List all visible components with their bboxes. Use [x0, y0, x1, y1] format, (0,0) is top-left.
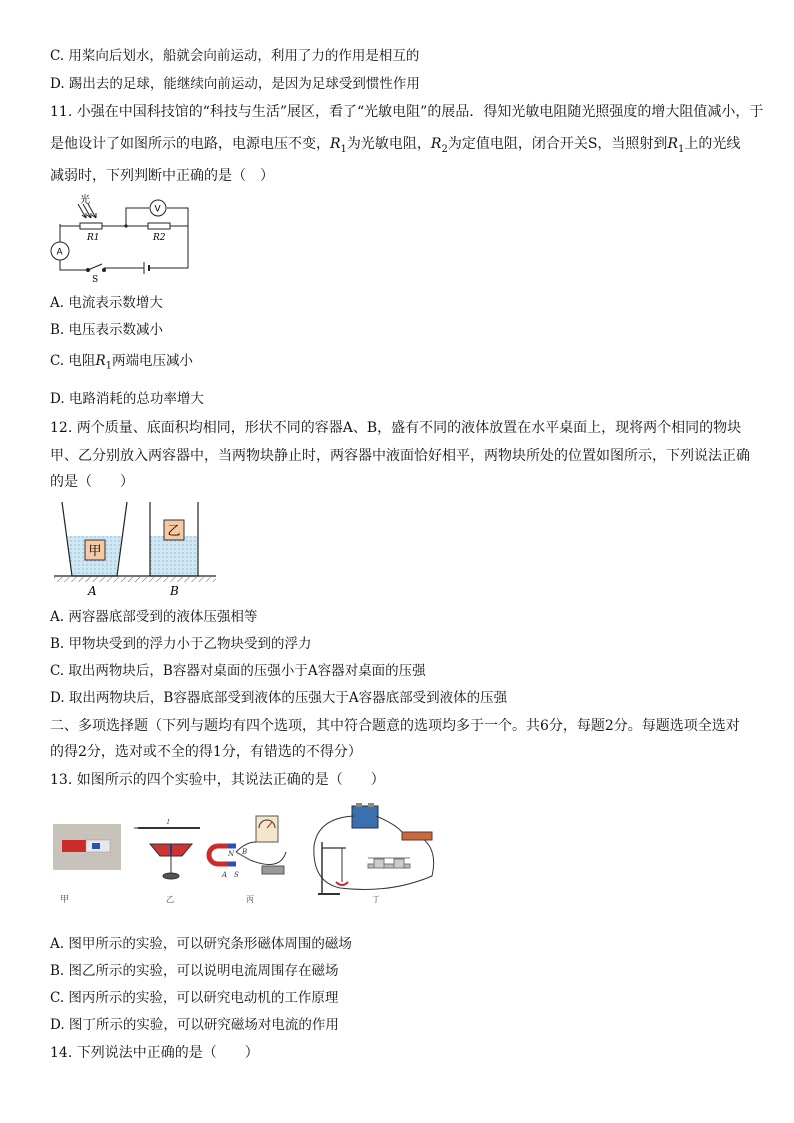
- q11-stem-line-1: 11. 小强在中国科技馆的“科技与生活”展区，看了“光敏电阻”的展品．得知光敏电阻随光照强度的增大阻值减小，于: [50, 104, 764, 120]
- junction-dot: [124, 224, 127, 227]
- q12-option-c: C. 取出两物块后，B容器对桌面的压强小于A容器对桌面的压强: [50, 663, 426, 679]
- svg-text:B: B: [242, 848, 248, 856]
- q11-option-c: C. 电阻$R_1$两端电压减小: [50, 353, 193, 372]
- switch-label: S: [92, 275, 99, 284]
- q12-stem-line-3: 的是（ ）: [50, 474, 134, 490]
- q11-option-d: D. 电路消耗的总功率增大: [50, 391, 204, 407]
- section-2-heading-line-1: 二、多项选择题（下列与题均有四个选项，其中符合题意的选项均多于一个。共6分，每题2分。每题选项全选对: [50, 718, 740, 734]
- svg-text:A: A: [222, 871, 228, 879]
- experiment-yi-oersted: [134, 819, 200, 879]
- q14-stem: 14. 下列说法中正确的是（ ）: [50, 1045, 259, 1061]
- q12-option-b: B. 甲物块受到的浮力小于乙物块受到的浮力: [50, 636, 312, 652]
- r2-label: R2: [153, 233, 166, 243]
- caption-jia: 甲: [60, 895, 70, 905]
- q10-option-d: D. 踢出去的足球，能继续向前运动，是因为足球受到惯性作用: [50, 76, 420, 92]
- container-a-label: A: [88, 584, 97, 598]
- q10-option-c: C. 用桨向后划水，船就会向前运动，利用了力的作用是相互的: [50, 48, 420, 64]
- caption-ding: 丁: [372, 895, 380, 904]
- caption-bing: 丙: [246, 895, 254, 904]
- q11-stem-line-3: 减弱时，下列判断中正确的是（ ）: [50, 168, 274, 184]
- q13-stem: 13. 如图所示的四个实验中，其说法正确的是（ ）: [50, 772, 385, 788]
- q13-option-b: B. 图乙所示的实验，可以说明电流周围存在磁场: [50, 963, 339, 979]
- svg-text:I: I: [167, 819, 170, 826]
- block-yi-label: 乙: [167, 524, 181, 539]
- q12-option-a: A. 两容器底部受到的液体压强相等: [50, 609, 258, 625]
- experiment-jia-bar-magnet: [53, 824, 121, 870]
- block-jia-label: 甲: [88, 544, 102, 559]
- q12-option-d: D. 取出两物块后，B容器底部受到液体的压强大于A容器底部受到液体的压强: [50, 690, 508, 706]
- svg-text:S: S: [234, 871, 239, 879]
- q13-experiments-figure: [50, 802, 450, 908]
- q12-stem-line-1: 12. 两个质量、底面积均相同，形状不同的容器A、B，盛有不同的液体放置在水平桌面上，现将两个相同的物块: [50, 420, 742, 436]
- ammeter-label: A: [56, 247, 63, 258]
- q11-option-a: A. 电流表示数增大: [50, 295, 163, 311]
- container-b-label: B: [170, 584, 179, 598]
- r1-label: R1: [87, 233, 100, 243]
- voltmeter-label: V: [154, 204, 161, 215]
- q11-option-b: B. 电压表示数减小: [50, 322, 164, 338]
- q11-circuit-diagram: [46, 192, 196, 284]
- q12-stem-line-2: 甲、乙分别放入两容器中，当两物块静止时，两容器中液面恰好相平，两物块所处的位置如图所示，下列说法正确: [50, 448, 750, 464]
- q13-option-a: A. 图甲所示的实验，可以研究条形磁体周围的磁场: [50, 936, 352, 952]
- experiment-ding-motor-rails: [314, 803, 434, 894]
- light-label: 光: [80, 195, 90, 206]
- q11-stem-line-2: 是他设计了如图所示的电路，电源电压不变，$R_1$为光敏电阻，$R_2$为定值电阻，闭合开关S，当照射到$R_1$上的光线: [50, 136, 741, 155]
- svg-text:N: N: [228, 850, 235, 858]
- section-2-heading-line-2: 的得2分，选对或不全的得1分，有错选的不得分）: [50, 744, 362, 760]
- caption-yi: 乙: [166, 895, 174, 904]
- q12-containers-diagram: [54, 500, 216, 600]
- experiment-bing-induction: [209, 816, 286, 879]
- q13-option-c: C. 图丙所示的实验，可以研究电动机的工作原理: [50, 990, 339, 1006]
- q13-option-d: D. 图丁所示的实验，可以研究磁场对电流的作用: [50, 1017, 339, 1033]
